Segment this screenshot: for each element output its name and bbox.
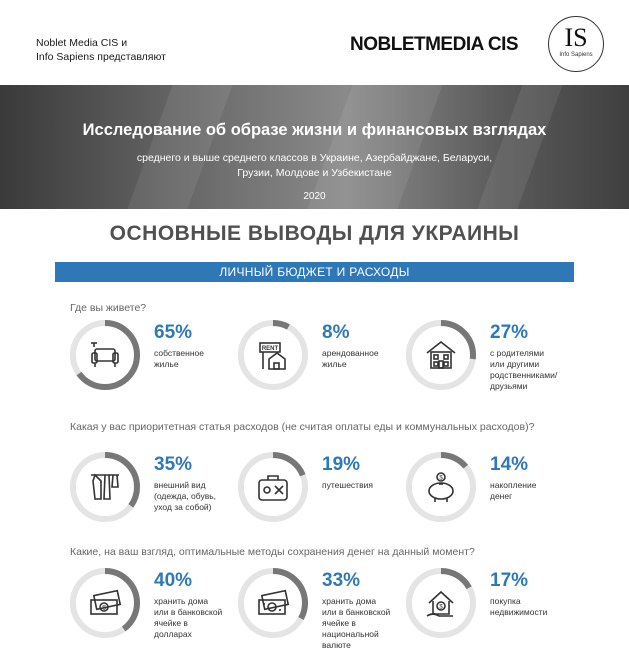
banner-subtitle: среднего и выше среднего классов в Украине, Азербайджане, Беларуси, Грузии, Молдове и Узбекистане [136, 152, 493, 179]
presenter-line-2: Info Sapiens представляют [36, 51, 166, 63]
stat-item [236, 318, 396, 398]
stat-item [68, 566, 228, 646]
stat-description [154, 596, 222, 640]
house-icon [423, 337, 459, 373]
stat-description-line: накопление [490, 480, 537, 490]
rent-sign-icon [255, 337, 291, 373]
stat-description-line: долларах [154, 629, 192, 639]
brand-logo-part-1: NOBLET [350, 34, 426, 55]
stat-description-line: внешний вид [154, 480, 206, 490]
stat-percent: 19% [322, 454, 361, 475]
stat-description-line: ячейке в [322, 618, 356, 628]
stat-description-line: собственное [154, 348, 204, 358]
stat-description-line: или в банковской [154, 607, 223, 617]
stat-percent: 14% [490, 454, 529, 475]
dollar-bills-icon [87, 585, 123, 621]
stat-description-line: валюте [322, 640, 351, 650]
info-sapiens-seal [548, 16, 604, 72]
stat-description [322, 596, 390, 651]
stat-description-line: недвижимости [490, 607, 548, 617]
brand-logo-part-2: MEDIA CIS [425, 34, 519, 55]
stat-description [154, 480, 216, 513]
suitcase-icon [255, 469, 291, 505]
stat-item [404, 318, 564, 398]
armchair-icon [87, 337, 123, 373]
seal-subtext: Info Sapiens [559, 52, 593, 58]
brand-logo [350, 34, 518, 56]
stat-description-line: национальной [322, 629, 379, 639]
stat-description-line: хранить дома [154, 596, 209, 606]
stat-description-line: родственниками/ [490, 370, 558, 380]
question-2: Какая у вас приоритетная статья расходов (не считая оплаты еды и коммунальных расходов)? [70, 421, 535, 433]
stat-percent: 8% [322, 322, 350, 343]
stat-percent: 40% [154, 570, 193, 591]
stat-description-line: или в банковской [322, 607, 391, 617]
svg-text:RENT: RENT [261, 346, 279, 352]
stat-percent: 33% [322, 570, 361, 591]
stat-description-line: друзьями [490, 381, 528, 391]
page-header [0, 0, 629, 85]
stat-description [154, 348, 204, 370]
stat-item [236, 566, 396, 650]
stat-item [236, 450, 396, 530]
stat-description-line: хранить дома [322, 596, 377, 606]
presenter-line-1: Noblet Media CIS и [36, 37, 128, 49]
stat-description [490, 480, 536, 502]
stat-item [68, 450, 228, 530]
stat-description [322, 348, 379, 370]
banner-year: 2020 [303, 191, 326, 202]
stat-item [404, 566, 564, 646]
question-1: Где вы живете? [70, 302, 147, 314]
stat-percent: 27% [490, 322, 529, 343]
svg-text:$: $ [439, 604, 443, 611]
stat-percent: 17% [490, 570, 529, 591]
stat-description-line: денег [490, 491, 513, 501]
stat-item [68, 318, 228, 398]
stat-description-line: с родителями [490, 348, 544, 358]
stat-description-line: жилье [322, 359, 347, 369]
hero-banner [0, 85, 629, 209]
stat-description-line: (одежда, обувь, [154, 491, 217, 501]
stat-description [490, 348, 557, 392]
stat-percent: 65% [154, 322, 193, 343]
stat-description [322, 480, 373, 491]
banner-title: Исследование об образе жизни и финансовых взглядах [82, 121, 547, 139]
national-bills-icon [255, 585, 291, 621]
section-heading: ЛИЧНЫЙ БЮДЖЕТ И РАСХОДЫ [55, 262, 574, 282]
clothes-icon [87, 469, 123, 505]
stat-description-line: жилье [154, 359, 179, 369]
stat-percent: 35% [154, 454, 193, 475]
stat-description-line: арендованное [322, 348, 379, 358]
stat-description [490, 596, 547, 618]
stat-description-line: ячейке в [154, 618, 188, 628]
stat-description-line: покупка [490, 596, 521, 606]
svg-text:$: $ [439, 475, 443, 482]
question-3: Какие, на ваш взгляд, оптимальные методы сохранения денег на данный момент? [70, 546, 475, 558]
piggy-bank-icon [423, 469, 459, 505]
seal-initials: IS [564, 23, 588, 52]
presenter-text [36, 36, 166, 64]
svg-text:$: $ [102, 604, 106, 612]
page-title: ОСНОВНЫЕ ВЫВОДЫ ДЛЯ УКРАИНЫ [109, 222, 520, 245]
stat-description-line: или другими [490, 359, 540, 369]
stat-item [404, 450, 564, 530]
stat-description-line: путешествия [322, 480, 373, 490]
stat-description-line: уход за собой) [154, 502, 212, 512]
property-icon [423, 585, 459, 621]
